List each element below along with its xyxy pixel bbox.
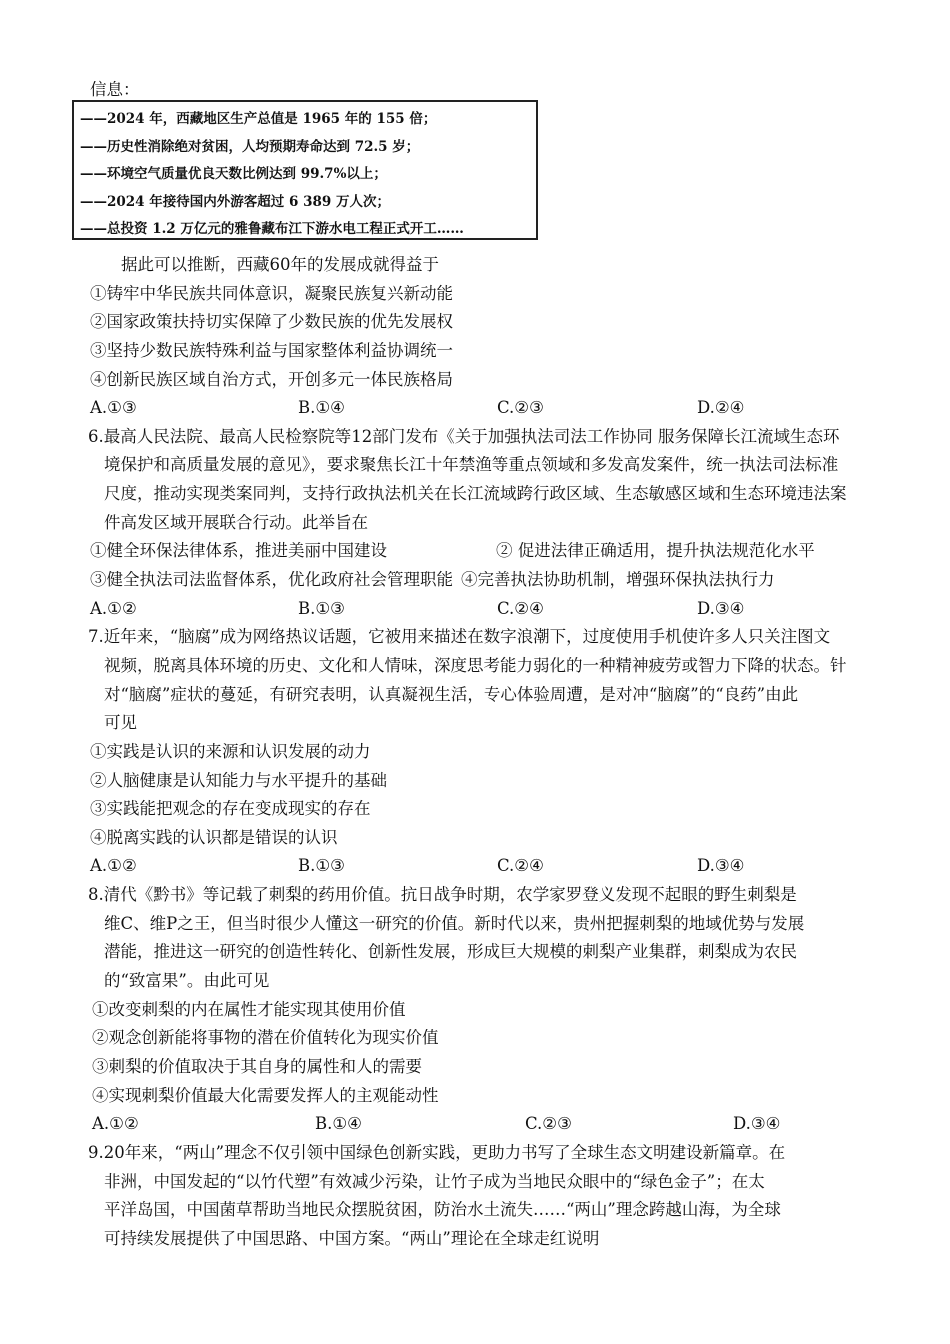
answer-choice-B[interactable]: B.①④ [315,1114,362,1134]
answer-choice-C[interactable]: C.②④ [497,598,544,618]
option: ①改变刺梨的内在属性才能实现其使用价值 [92,999,406,1019]
question-stem-line: 6.最高人民法院、最高人民检察院等12部门发布《关于加强执法司法工作协同 服务保障长江流域生态环 [88,426,840,446]
answer-choice-B[interactable]: B.①④ [298,398,345,418]
answer-choices [88,595,888,624]
question-q9 [88,1139,888,1254]
option: ③坚持少数民族特殊利益与国家整体利益协调统一 [90,340,453,360]
answer-choice-C[interactable]: C.②③ [525,1114,572,1134]
option: ①健全环保法律体系，推进美丽中国建设 [90,541,387,561]
answer-choice-A[interactable]: A.①③ [90,398,137,418]
question-stem-line: 7.近年来，“脑腐”成为网络热议话题，它被用来描述在数字浪潮下，过度使用手机使许多人只关注图文 [88,627,831,647]
question-stem-line: 潜能，推进这一研究的创造性转化、创新性发展，形成巨大规模的刺梨产业集群，刺梨成为农民 [104,942,797,962]
option: ③刺梨的价值取决于其自身的属性和人的需要 [92,1056,422,1076]
answer-choice-D[interactable]: D.③④ [697,598,745,618]
question-stem-line: 据此可以推断，西藏60年的发展成就得益于 [88,255,439,274]
question-stem-line: 件高发区域开展联合行动。此举旨在 [104,512,368,532]
question-stem-line: 8.清代《黔书》等记载了刺梨的药用价值。抗日战争时期，农学家罗登义发现不起眼的野生刺梨是 [88,885,797,905]
answer-choice-D[interactable]: D.③④ [697,856,745,876]
answer-choice-D[interactable]: D.③④ [733,1114,781,1134]
question-stem-line: 对“脑腐”症状的蔓延，有研究表明，认真凝视生活，专心体验周遭，是对冲“脑腐”的“良药”由此 [104,684,799,704]
question-q6 [88,423,888,623]
answer-choice-D[interactable]: D.②④ [697,398,745,418]
option: ③健全执法司法监督体系，优化政府社会管理职能 [90,570,453,590]
info-box [72,100,538,240]
question-stem-line: 视频，脱离具体环境的历史、文化和人情味，深度思考能力弱化的一种精神疲劳或智力下降的状态。针 [104,655,847,675]
question-stem-line: 非洲，中国发起的“以竹代塑”有效减少污染，让竹子成为当地民众眼中的“绿色金子”；在太 [104,1171,765,1191]
question-stem-line: 9.20年来，“两山”理念不仅引领中国绿色创新实践，更助力书写了全球生态文明建设新篇章。在 [88,1142,786,1162]
option: ②观念创新能将事物的潜在价值转化为现实价值 [92,1028,439,1048]
question-stem-line: 境保护和高质量发展的意见》，要求聚焦长江十年禁渔等重点领域和多发高发案件，统一执法司法标准 [104,455,839,475]
question-stem-line: 维C、维P之王，但当时很少人懂这一研究的价值。新时代以来，贵州把握刺梨的地域优势与发展 [104,913,805,933]
question-q5 [88,251,888,423]
option: ④实现刺梨价值最大化需要发挥人的主观能动性 [92,1085,439,1105]
option: ②人脑健康是认知能力与水平提升的基础 [90,770,387,790]
answer-choice-A[interactable]: A.①② [90,856,137,876]
info-line: ——总投资 1.2 万亿元的雅鲁藏布江下游水电工程正式开工…… [80,221,464,237]
question-stem-line: 平洋岛国，中国菌草帮助当地民众摆脱贫困，防治水土流失……“两山”理念跨越山海，为全球 [104,1200,781,1220]
info-line: ——历史性消除绝对贫困，人均预期寿命达到 72.5 岁； [80,138,420,155]
option: ④完善执法协助机制，增强环保执法执行力 [461,570,775,590]
option: ①实践是认识的来源和认识发展的动力 [90,741,371,761]
question-q7 [88,623,888,881]
question-q8 [88,881,888,1139]
option-row [88,537,888,566]
question-stem-line: 可见 [104,713,137,733]
option-row [88,566,888,595]
info-line: ——2024 年，西藏地区生产总值是 1965 年的 155 倍； [80,111,437,127]
question-stem-line: 尺度，推动实现类案同判，支持行政执法机关在长江流域跨行政区域、生态敏感区域和生态环境违法案 [104,484,847,504]
answer-choice-A[interactable]: A.①② [90,598,137,618]
answer-choices [88,852,888,881]
info-line: ——2024 年接待国内外游客超过 6 389 万人次； [80,193,390,210]
option: ④创新民族区域自治方式，开创多元一体民族格局 [90,369,453,389]
answer-choice-C[interactable]: C.②③ [497,398,544,418]
option: ①铸牢中华民族共同体意识，凝聚民族复兴新动能 [90,283,453,303]
question-stem-line: 可持续发展提供了中国思路、中国方案。“两山”理论在全球走红说明 [104,1228,600,1248]
option: ②国家政策扶持切实保障了少数民族的优先发展权 [90,312,453,332]
answer-choice-B[interactable]: B.①③ [298,856,345,876]
questions [88,251,888,1253]
option: ④脱离实践的认识都是错误的认识 [90,827,338,847]
answer-choice-A[interactable]: A.①② [92,1114,139,1134]
answer-choices [88,1110,888,1139]
option: ② 促进法律正确适用，提升执法规范化水平 [496,541,815,561]
info-line: ——环境空气质量优良天数比例达到 99.7%以上； [80,166,387,182]
question-stem-line: 的“致富果”。由此可见 [104,971,270,991]
answer-choice-C[interactable]: C.②④ [497,856,544,876]
intro-label: 信息： [90,80,140,99]
answer-choice-B[interactable]: B.①③ [298,598,345,618]
answer-choices [88,394,888,423]
option: ③实践能把观念的存在变成现实的存在 [90,799,371,819]
